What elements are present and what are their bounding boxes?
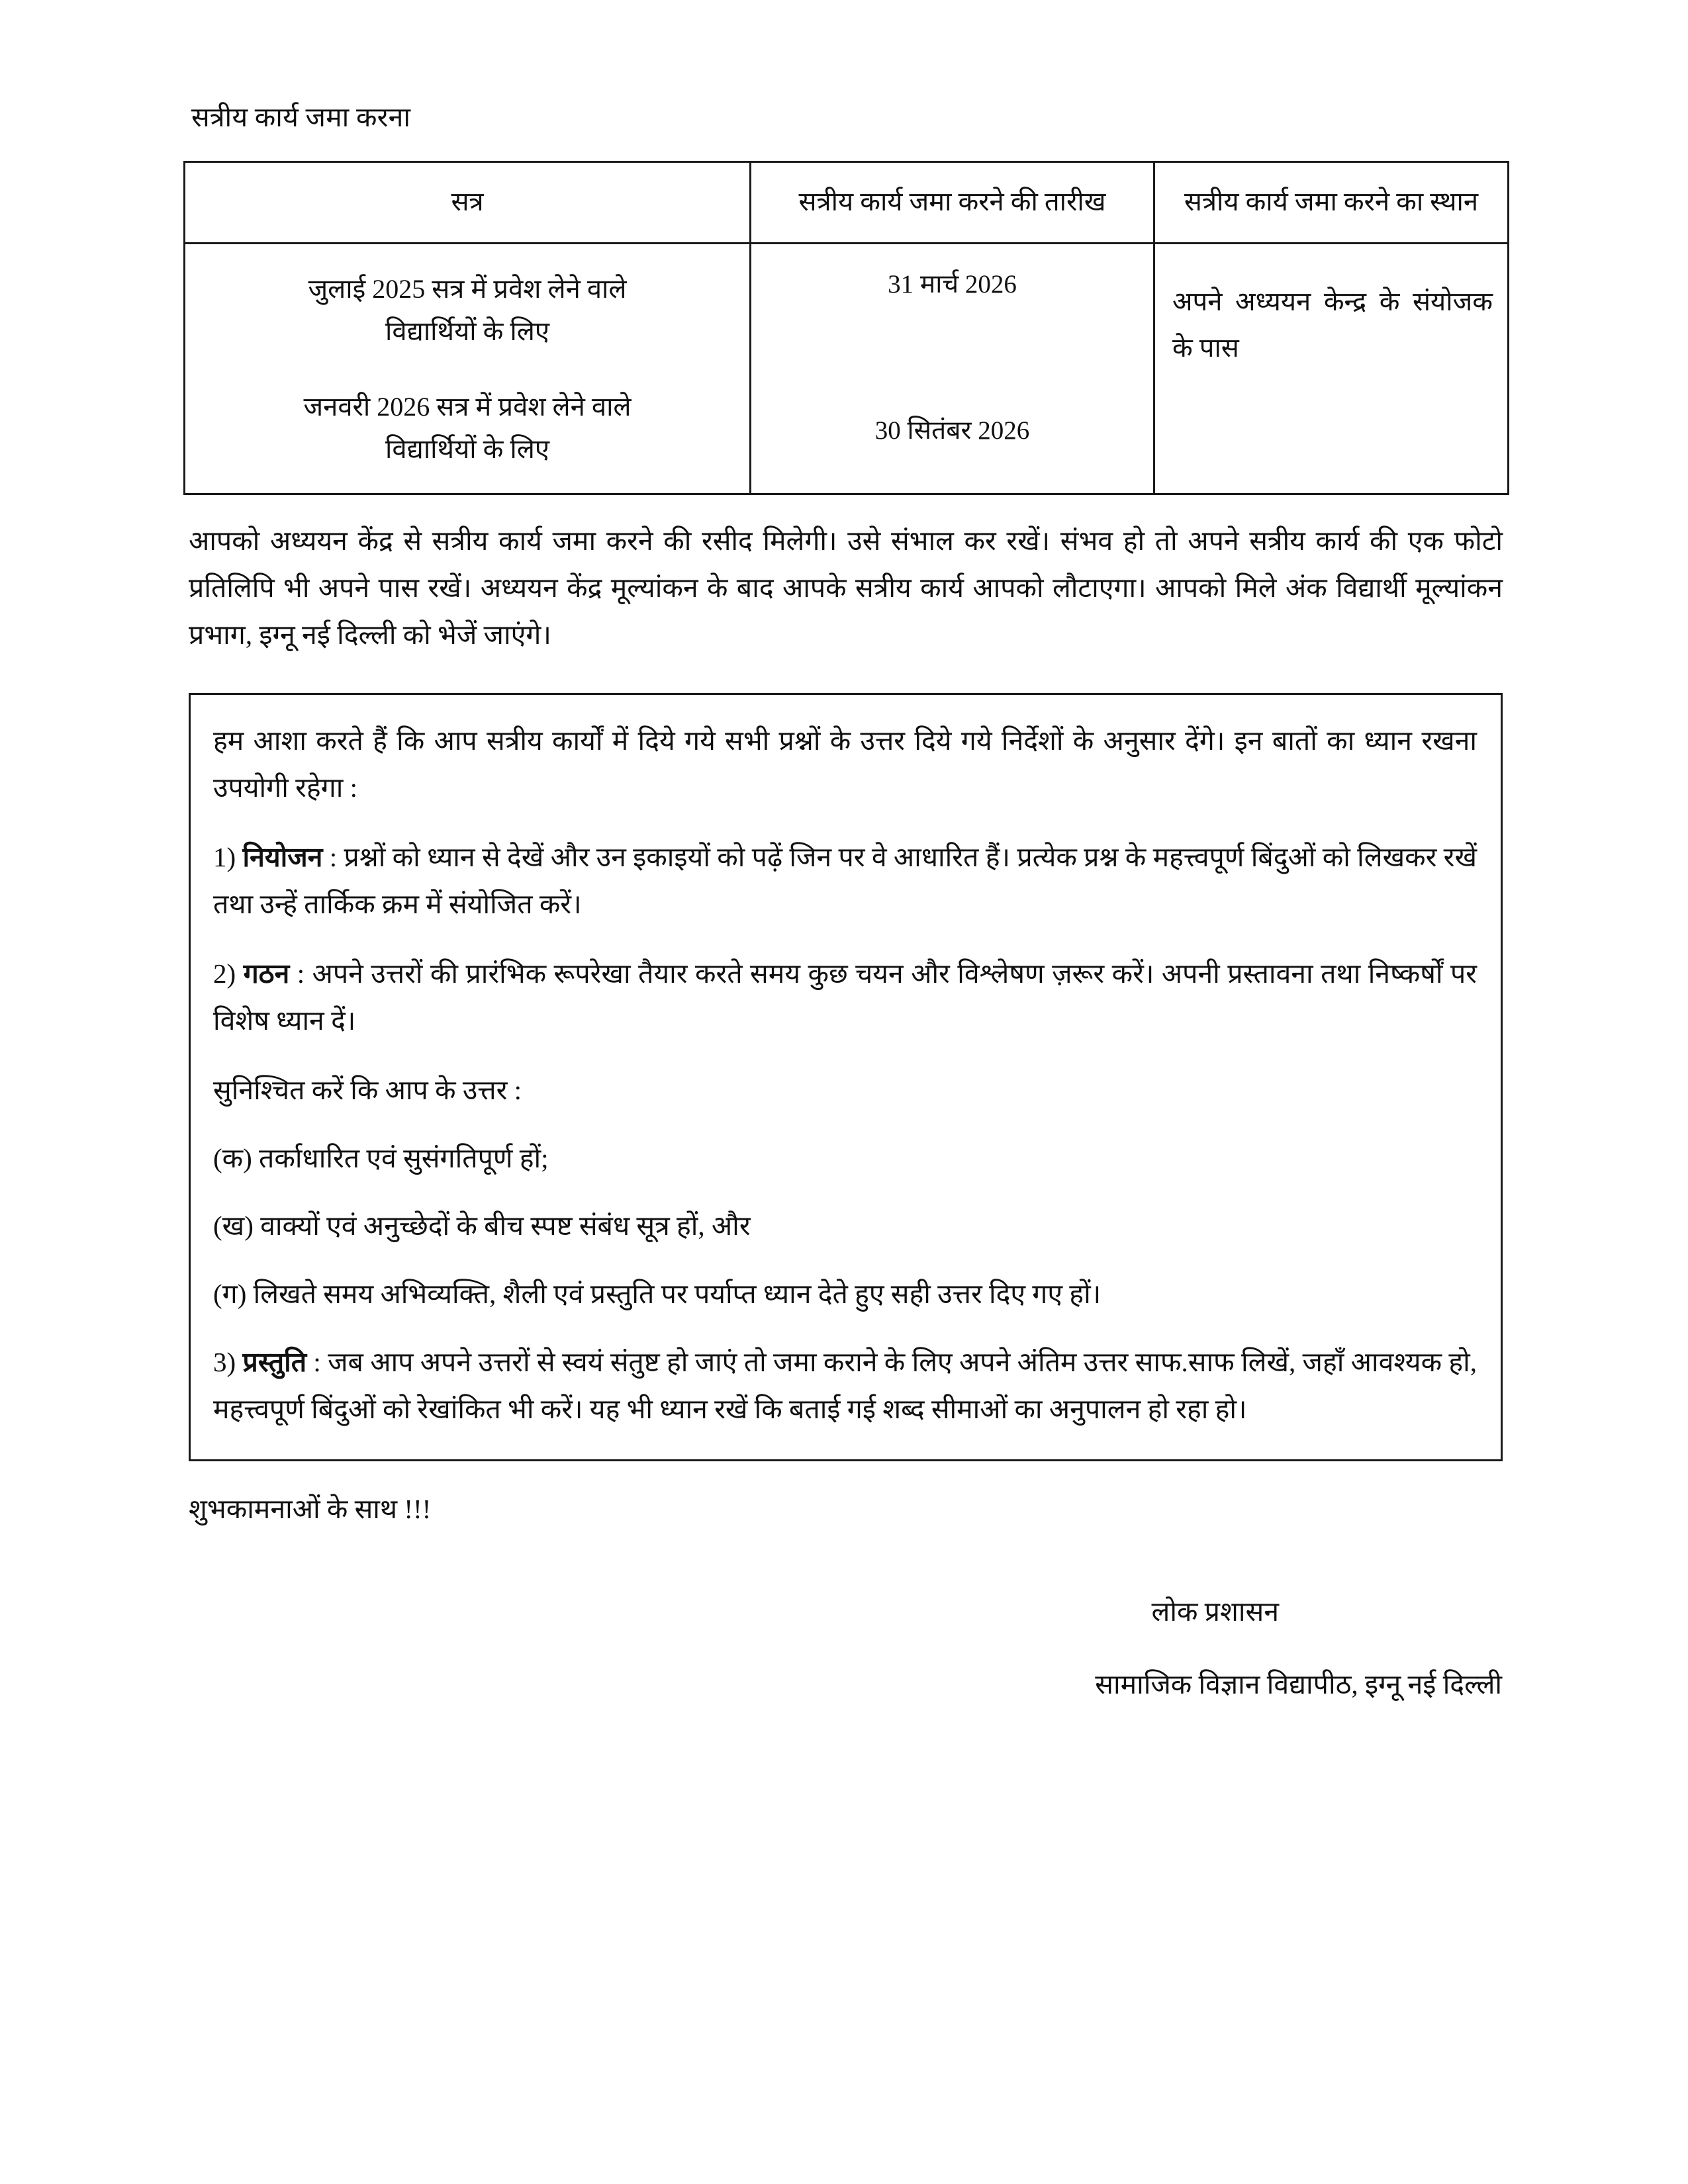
guidance-item-2-term: गठन [243,958,290,989]
session-january-line2: विद्यार्थियों के लिए [385,434,549,465]
column-header-place-label: सत्रीय कार्य जमा करने का स्थान [1184,187,1479,217]
guidance-item-1-term: नियोजन [242,841,323,872]
receipt-paragraph: आपको अध्ययन केंद्र से सत्रीय कार्य जमा करने की रसीद मिलेगी। उसे संभाल कर रखें। संभव हो तो अपने सत्रीय कार्य की एक फोटो प्रतिलिपि भी अपने पास रखें। अध्ययन केंद्र मूल्यांकन के बाद आपके सत्रीय कार्य आपको लौटाएगा। आपको मिले अंक विद्यार्थी मूल्यांकन प्रभाग, इग्नू नई दिल्ली को भेजें जाएंगे। [189,525,1503,651]
cell-place [1154,244,1509,494]
receipt-paragraph-block [189,518,1503,659]
signature-department: लोक प्रशासन [1151,1596,1279,1627]
column-header-session [185,162,751,244]
column-header-date-label: सत्रीय कार्य जमा करने की तारीख [798,187,1106,217]
signature-school: सामाजिक विज्ञान विद्यापीठ, इग्नू नई दिल्ली [1095,1668,1502,1700]
column-header-date [751,162,1154,244]
column-header-session-label: सत्र [451,187,484,217]
guidance-item-1-separator: : [322,841,344,872]
guidance-sub-item-ga: (ग) लिखते समय अभिव्यक्ति, शैली एवं प्रस्तुति पर पर्याप्त ध्यान देते हुए सही उत्तर दिए गए हों। [213,1279,1102,1310]
guidance-item-3-separator: : [306,1347,328,1378]
guidance-item-2-number: 2) [213,958,236,989]
dates-stack [751,244,1153,474]
table-body [185,244,1509,494]
page-content [183,99,1507,1702]
guidance-sub-item-ka: (क) तर्काधारित एवं सुसंगतिपूर्ण हों; [213,1142,549,1173]
table-row [185,244,1509,494]
guidance-item-3 [213,1339,1477,1433]
table-header [185,162,1509,244]
session-entry-january [212,386,723,471]
table-header-row [185,162,1509,244]
guidance-item-2-text: अपने उत्तरों की प्रारंभिक रूपरेखा तैयार करते समय कुछ चयन और विश्लेषण ज़रूर करें। अपनी प्रस्तावना तथा निष्कर्षों पर विशेष ध्यान दें। [213,958,1477,1036]
guidance-item-1-text: प्रश्नों को ध्यान से देखें और उन इकाइयों को पढ़ें जिन पर वे आधारित हैं। प्रत्येक प्रश्न के महत्त्वपूर्ण बिंदुओं को लिखकर रखें तथा उन्हें तार्किक क्रम में संयोजित करें। [213,841,1477,919]
guidance-item-1-number: 1) [213,841,236,872]
session-entry-july [212,268,723,353]
session-july-line1: जुलाई 2025 सत्र में प्रवेश लेने वाले [308,274,627,304]
guidance-item-3-number: 3) [213,1347,236,1378]
column-header-place [1154,162,1509,244]
guidance-ensure-lead: सुनिश्चित करें कि आप के उत्तर : [213,1074,522,1105]
guidance-box [189,693,1503,1461]
sessions-stack [185,244,749,493]
guidance-sub-item-kha: (ख) वाक्यों एवं अनुच्छेदों के बीच स्पष्ट संबंध सूत्र हों, और [213,1210,751,1242]
guidance-item-1 [213,834,1477,928]
session-january-line1: जनवरी 2026 सत्र में प्रवेश लेने वाले [303,392,632,422]
cell-sessions [185,244,751,494]
guidance-item-3-text: जब आप अपने उत्तरों से स्वयं संतुष्ट हो जाएं तो जमा कराने के लिए अपने अंतिम उत्तर साफ.साफ लिखें, जहाँ आवश्यक हो, महत्त्वपूर्ण बिंदुओं को रेखांकित भी करें। यह भी ध्यान रखें कि बताई गई शब्द सीमाओं का अनुपालन हो रहा हो। [213,1347,1477,1425]
guidance-intro: हम आशा करते हैं कि आप सत्रीय कार्यों में दिये गये सभी प्रश्नों के उत्तर दिये गये निर्देशों के अनुसार देंगे। इन बातों का ध्यान रखना उपयोगी रहेगा : [213,725,1477,803]
closing-wishes: शुभकामनाओं के साथ !!! [189,1494,432,1525]
guidance-item-2-separator: : [289,958,312,989]
cell-dates [751,244,1154,494]
page-title: सत्रीय कार्य जमा करना [191,102,411,132]
session-july-line2: विद्यार्थियों के लिए [385,316,549,347]
submission-place-text: अपने अध्ययन केन्द्र के संयोजक के पास [1172,287,1493,363]
due-date-july-session: 31 मार्च 2026 [888,270,1017,299]
guidance-item-2 [213,950,1477,1044]
guidance-item-3-term: प्रस्तुति [242,1347,307,1378]
assignment-schedule-table [183,161,1509,495]
due-date-january-session: 30 सितंबर 2026 [874,416,1030,445]
